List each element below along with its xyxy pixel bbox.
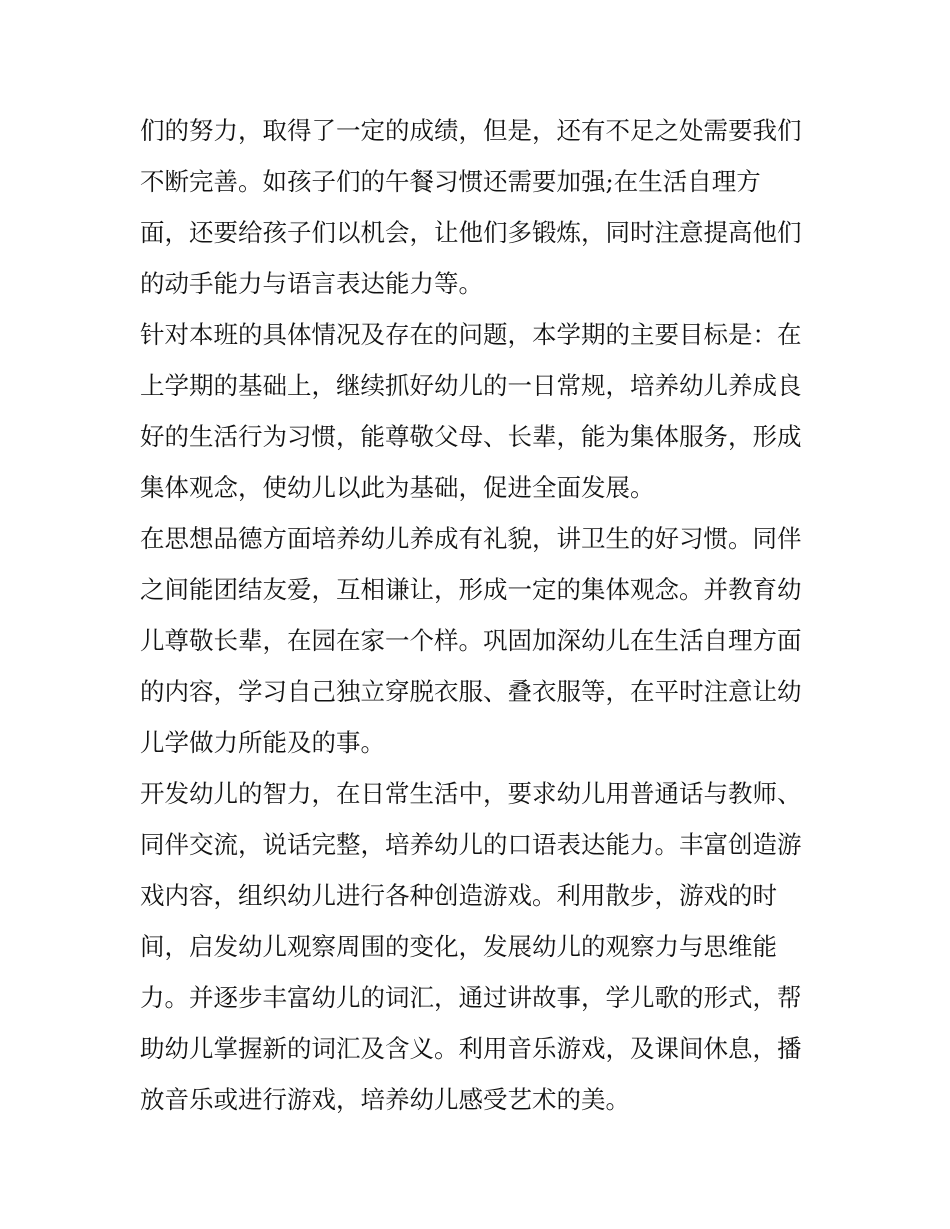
text-line: 之间能团结友爱，互相谦让，形成一定的集体观念。并教育幼 [140,575,802,604]
text-line: 针对本班的具体情况及存在的问题，本学期的主要目标是：在 [140,320,802,349]
text-line: 戏内容，组织幼儿进行各种创造游戏。利用散步，游戏的时 [140,881,777,910]
text-line: 好的生活行为习惯，能尊敬父母、长辈，能为集体服务，形成 [140,422,802,451]
text-line: 儿尊敬长辈，在园在家一个样。巩固加深幼儿在生活自理方面 [140,626,802,655]
text-line: 儿学做力所能及的事。 [140,728,385,757]
text-line: 力。并逐步丰富幼儿的词汇，通过讲故事，学儿歌的形式，帮 [140,983,802,1012]
text-line: 助幼儿掌握新的词汇及含义。利用音乐游戏，及课间休息，播 [140,1034,802,1063]
text-line: 放音乐或进行游戏，培养幼儿感受艺术的美。 [140,1085,630,1114]
text-line: 集体观念，使幼儿以此为基础，促进全面发展。 [140,473,655,502]
text-line: 上学期的基础上，继续抓好幼儿的一日常规，培养幼儿养成良 [140,371,802,400]
text-line: 面，还要给孩子们以机会，让他们多锻炼，同时注意提高他们 [140,218,802,247]
text-line: 在思想品德方面培养幼儿养成有礼貌，讲卫生的好习惯。同伴 [140,524,802,553]
body-text [140,105,820,1125]
text-line: 不断完善。如孩子们的午餐习惯还需要加强;在生活自理方 [140,167,761,196]
text-line: 的内容，学习自己独立穿脱衣服、叠衣服等，在平时注意让幼 [140,677,802,706]
text-line: 间，启发幼儿观察周围的变化，发展幼儿的观察力与思维能 [140,932,777,961]
text-line: 开发幼儿的智力，在日常生活中，要求幼儿用普通话与教师、 [140,779,802,808]
text-line: 们的努力，取得了一定的成绩，但是，还有不足之处需要我们 [140,116,802,145]
text-line: 的动手能力与语言表达能力等。 [140,269,483,298]
text-line: 同伴交流，说话完整，培养幼儿的口语表达能力。丰富创造游 [140,830,802,859]
